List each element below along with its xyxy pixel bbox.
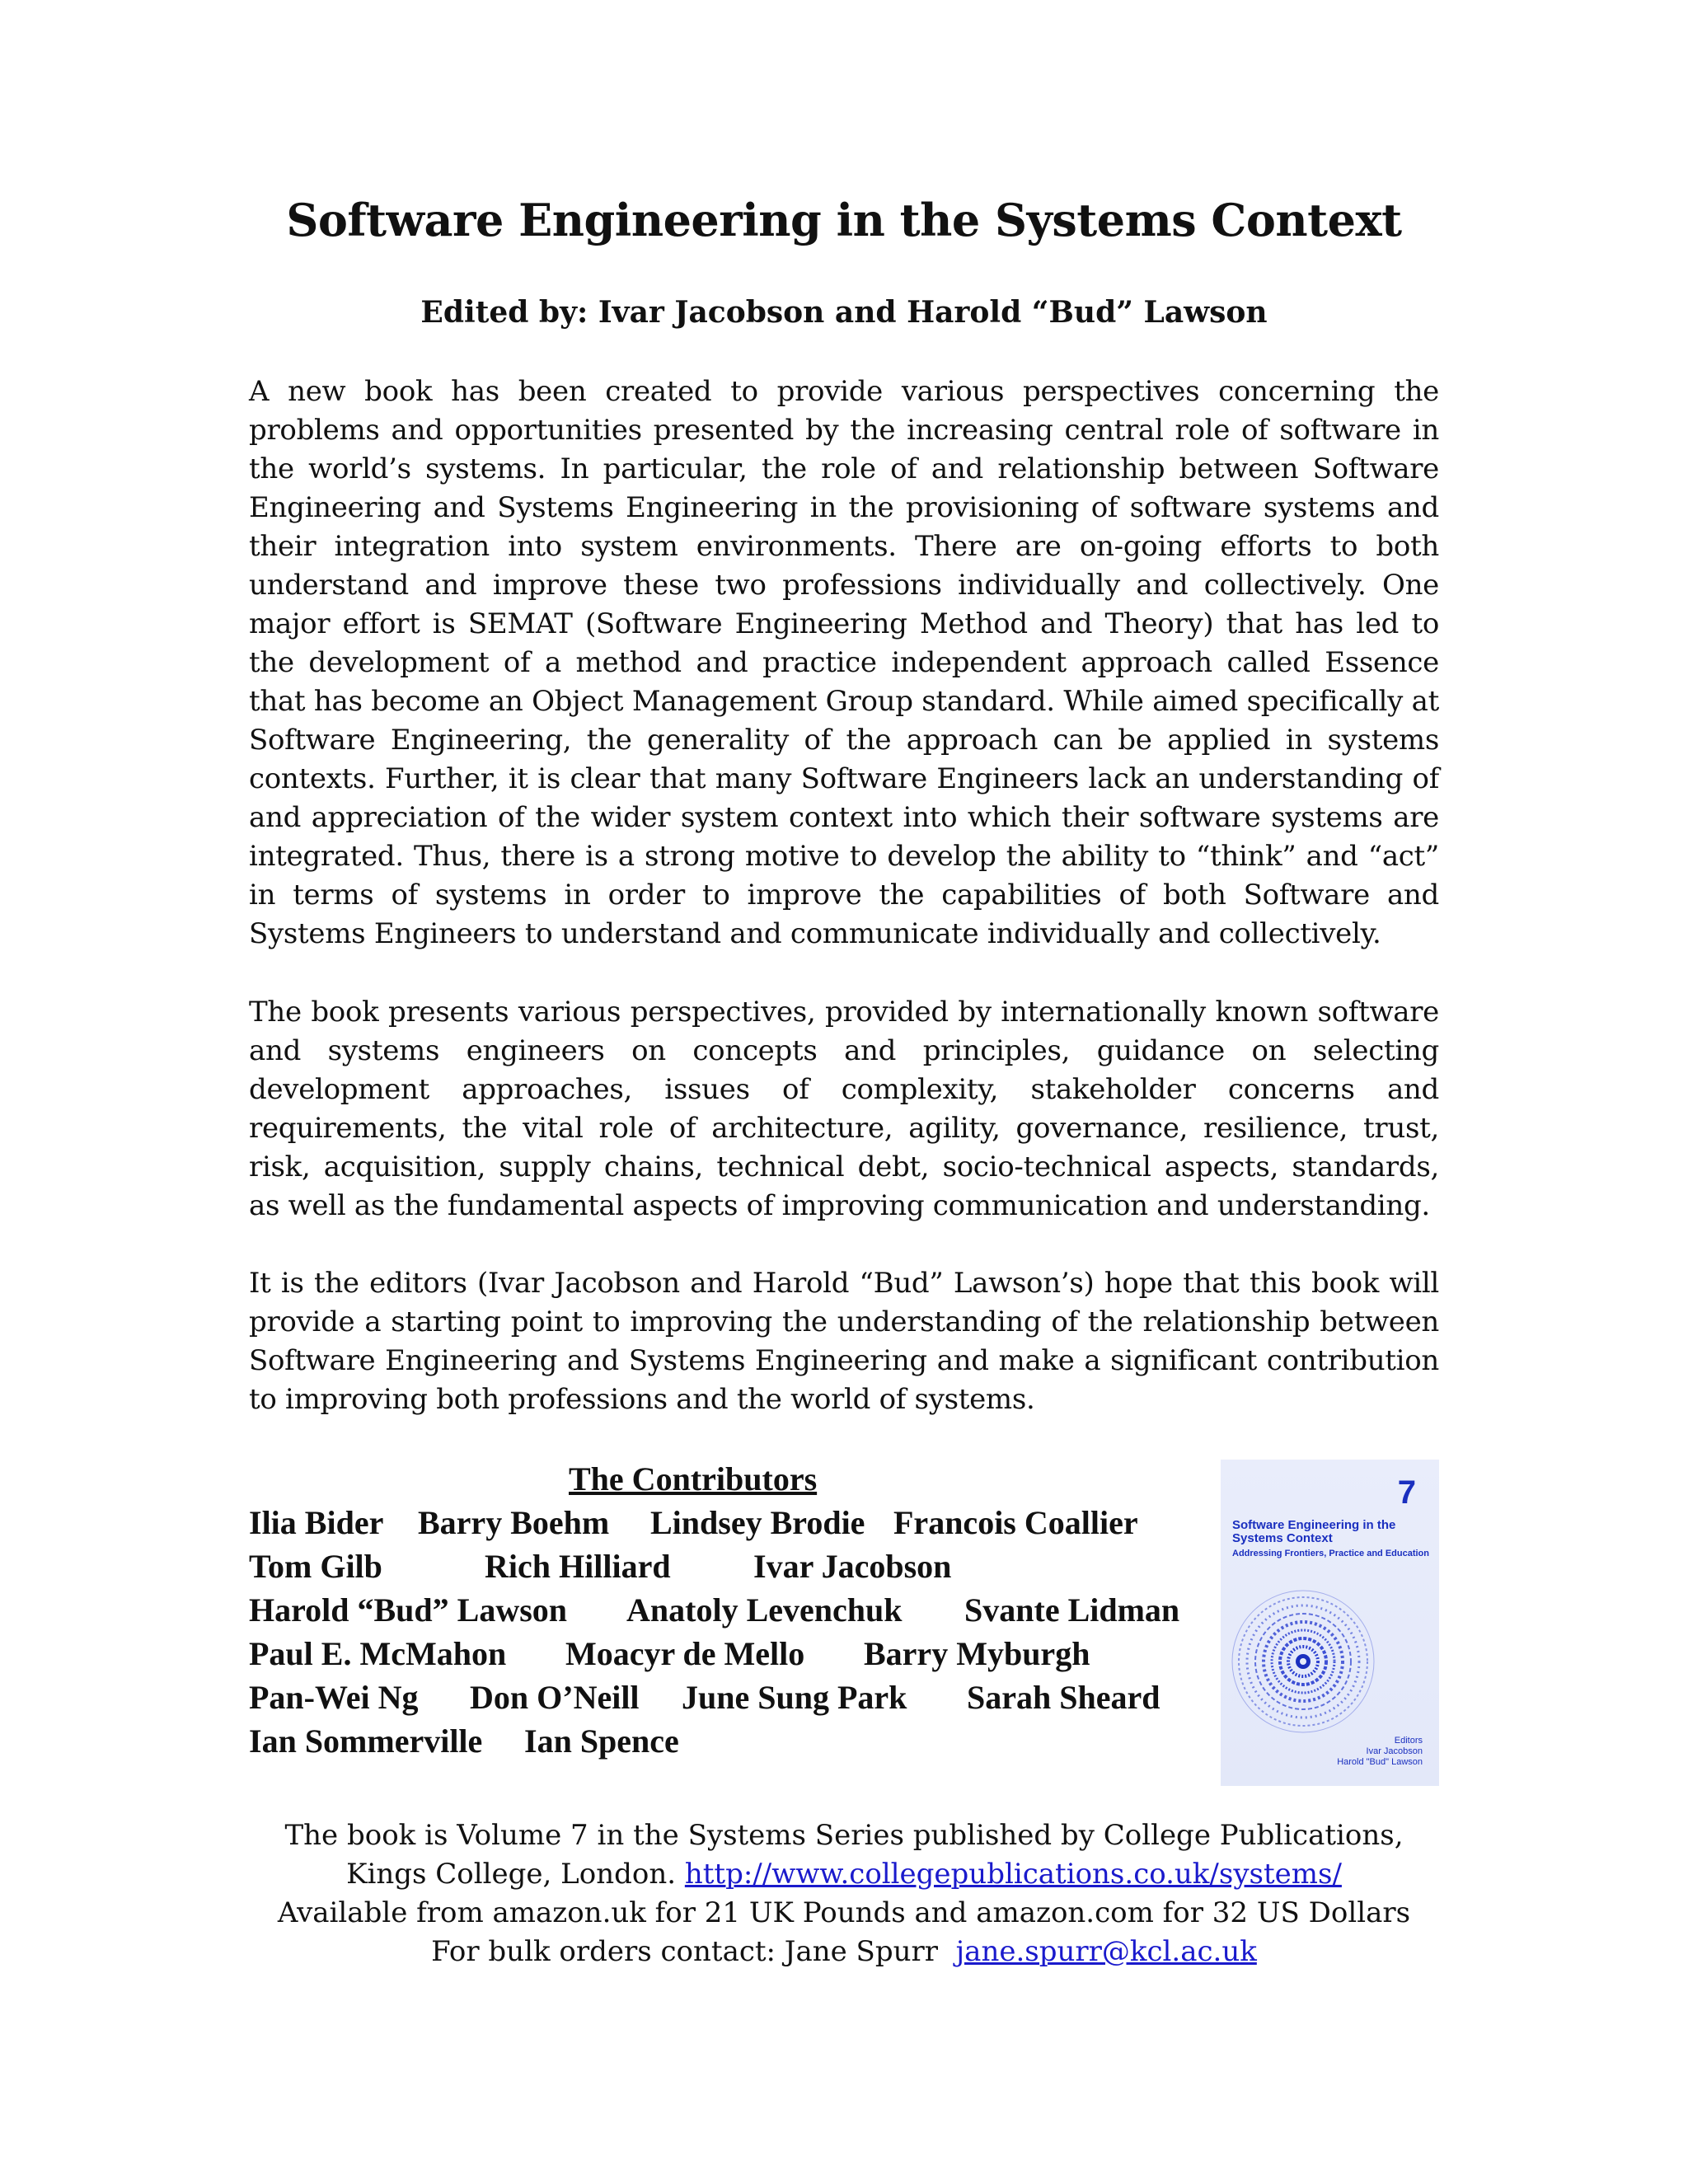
contributors-row bbox=[249, 1588, 1197, 1632]
contributor-name: Francois Coallier bbox=[893, 1504, 1138, 1541]
footer-line-2 bbox=[0, 1855, 1688, 1894]
contributor-name: Harold “Bud” Lawson bbox=[249, 1591, 568, 1629]
edited-by-line: Edited by: Ivar Jacobson and Harold “Bud” Lawson bbox=[420, 295, 1268, 330]
contributors-row bbox=[249, 1501, 1197, 1544]
footer-line-4-text: For bulk orders contact: Jane Spurr bbox=[431, 1935, 938, 1968]
contributor-name: Svante Lidman bbox=[964, 1591, 1180, 1629]
contributor-name: Anatoly Levenchuk bbox=[626, 1591, 903, 1629]
footer-line-1: The book is Volume 7 in the Systems Series published by College Publications, bbox=[284, 1819, 1404, 1852]
mandala-graphic bbox=[1229, 1587, 1377, 1736]
cover-volume-number: 7 bbox=[1397, 1474, 1416, 1511]
contributor-name: Lindsey Brodie bbox=[650, 1504, 865, 1541]
cover-editors-label: Editors bbox=[1394, 1736, 1423, 1746]
contributors-row bbox=[249, 1544, 1197, 1588]
book-cover-image bbox=[1221, 1460, 1439, 1786]
cover-editors bbox=[1337, 1736, 1423, 1768]
page-title: Software Engineering in the Systems Context bbox=[286, 194, 1402, 246]
contributor-name: Don O’Neill bbox=[470, 1679, 640, 1716]
publication-info bbox=[0, 1816, 1688, 1971]
contributor-name: Ilia Bider bbox=[249, 1504, 384, 1541]
contributors-heading: The Contributors bbox=[569, 1460, 818, 1497]
cover-editor-1: Ivar Jacobson bbox=[1366, 1746, 1423, 1756]
contributor-name: Barry Boehm bbox=[418, 1504, 610, 1541]
contributors-row bbox=[249, 1719, 1197, 1763]
contributor-name: Ian Sommerville bbox=[249, 1722, 483, 1760]
contributors-row bbox=[249, 1675, 1197, 1719]
footer-line-4 bbox=[0, 1933, 1688, 1971]
paragraph-editors-hope: It is the editors (Ivar Jacobson and Harold “Bud” Lawson’s) hope that this book will provide a starting point to improving the understanding of the relationship between Software Engineering and Systems Engineering and make a significant contribution to improving both professions and the world of systems. bbox=[249, 1267, 1439, 1416]
paragraph-perspectives: The book presents various perspectives, provided by internationally known software and systems engineers on concepts and principles, guidance on selecting development approaches, issues of complexity, stakeholder concerns and requirements, the vital role of architecture, agility, governance, resilience, trust, risk, acquisition, supply chains, technical debt, socio-technical aspects, standards, as well as the fundamental aspects of improving communication and understanding. bbox=[249, 996, 1439, 1222]
paragraph-intro: A new book has been created to provide various perspectives concerning the problems and opportunities presented by the increasing central role of software in the world’s systems. In particular, the role of and relationship between Software Engineering and Systems Engineering in the provisioning of software systems and their integration into system environments. There are on-going efforts to both understand and improve these two professions individually and collectively. One major effort is SEMAT (Software Engineering Method and Theory) that has led to the development of a method and practice independent approach called Essence that has become an Object Management Group standard. While aimed specifically at Software Engineering, the generality of the approach can be applied in systems contexts. Further, it is clear that many Software Engineers lack an understanding of and appreciation of the wider system context into which their software systems are integrated. Thus, there is a strong motive to develop the ability to “think” and “act” in terms of systems in order to improve the capabilities of both Software and Systems Engineers to understand and communicate individually and collectively. bbox=[249, 375, 1439, 950]
contributor-name: Tom Gilb bbox=[249, 1548, 382, 1585]
contributors-row bbox=[249, 1632, 1197, 1675]
contributor-name: Ian Spence bbox=[524, 1722, 679, 1760]
cover-subtitle: Addressing Frontiers, Practice and Education bbox=[1232, 1549, 1429, 1558]
cover-editor-2: Harold "Bud" Lawson bbox=[1337, 1757, 1423, 1767]
contributor-name: Sarah Sheard bbox=[967, 1679, 1160, 1716]
contributor-name: Barry Myburgh bbox=[864, 1635, 1090, 1672]
contributor-name: Pan-Wei Ng bbox=[249, 1679, 419, 1716]
contributor-name: Rich Hilliard bbox=[485, 1548, 671, 1585]
footer-line-3: Available from amazon.uk for 21 UK Pounds and amazon.com for 32 US Dollars bbox=[277, 1896, 1411, 1929]
contributor-name: Moacyr de Mello bbox=[565, 1635, 805, 1672]
footer-line-2-text: Kings College, London. bbox=[346, 1858, 677, 1891]
publisher-link[interactable]: http://www.collegepublications.co.uk/systems/ bbox=[684, 1858, 1342, 1891]
email-link[interactable]: jane.spurr@kcl.ac.uk bbox=[955, 1935, 1257, 1968]
cover-title: Software Engineering in the Systems Context bbox=[1232, 1518, 1396, 1545]
contributor-name: Paul E. McMahon bbox=[249, 1635, 507, 1672]
contributor-name: June Sung Park bbox=[682, 1679, 907, 1716]
contributors-section bbox=[249, 1457, 1197, 1763]
contributor-name: Ivar Jacobson bbox=[753, 1548, 952, 1585]
